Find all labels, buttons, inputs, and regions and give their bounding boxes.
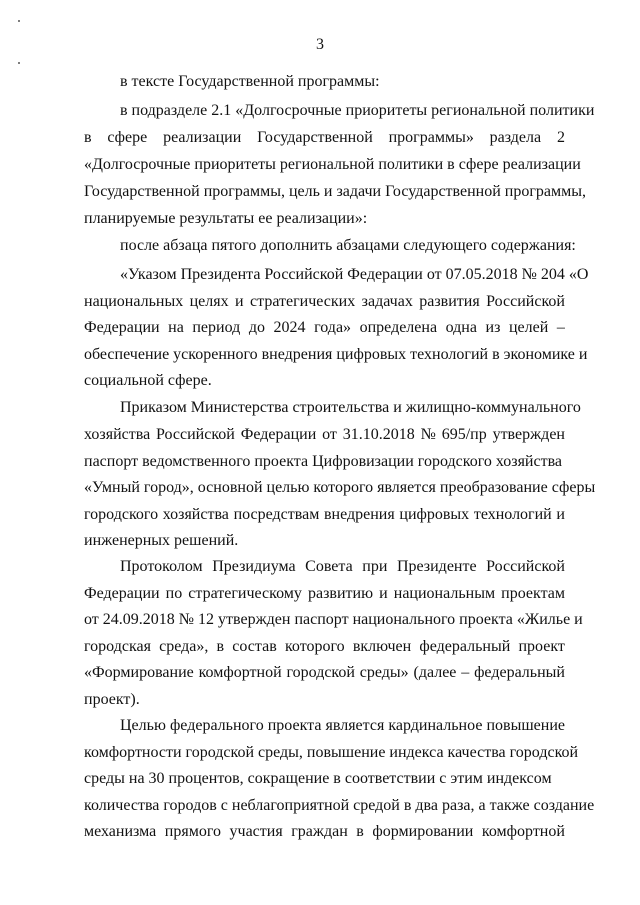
text-line: в тексте Государственной программы: (120, 73, 380, 90)
word: является (325, 717, 385, 734)
word: которого (284, 638, 345, 655)
text-line: комфортности городской среды, повышение индекса качества городской (84, 744, 579, 761)
word: стратегическому (188, 585, 302, 602)
word: по (165, 585, 183, 602)
word: 31.10.2018 (342, 426, 415, 443)
word: внедрения (323, 506, 395, 523)
word: реализации (163, 129, 242, 146)
word: от (322, 426, 337, 443)
word: 2024 (273, 319, 306, 336)
text-line: проект). (84, 691, 140, 708)
word: развития (419, 293, 480, 310)
word: федеральный (419, 638, 511, 655)
word: развитию (307, 585, 374, 602)
word: цифровых (399, 506, 470, 523)
text-line: среды на 30 процентов, сокращение в соответствии с этим индексом (84, 770, 552, 787)
word: в (356, 823, 364, 840)
text-line (84, 584, 565, 604)
word: Федерации (84, 319, 160, 336)
text-line: от 24.09.2018 № 12 утвержден паспорт национального проекта «Жилье и (84, 611, 583, 628)
word: из (485, 319, 501, 336)
word: на (168, 319, 184, 336)
word: при (362, 558, 388, 575)
word: Российской (156, 426, 235, 443)
word: национальных (84, 293, 184, 310)
word: – (461, 664, 470, 681)
word: программы» (388, 129, 474, 146)
text-line (120, 716, 565, 736)
word: и (379, 585, 388, 602)
text-line (84, 318, 565, 338)
word: среды» (359, 664, 409, 681)
word: Президенте (396, 558, 477, 575)
word: граждан (291, 823, 348, 840)
word: в (84, 129, 92, 146)
word: федерального (169, 717, 264, 734)
word: национальным (393, 585, 496, 602)
word: 695/пр (441, 426, 487, 443)
word: и (556, 506, 565, 523)
text-line (84, 663, 565, 683)
word: Президиума (212, 558, 296, 575)
word: Российской (486, 293, 565, 310)
scan-speck (18, 62, 20, 64)
word: комфортной (481, 823, 565, 840)
text-line (84, 128, 565, 148)
text-line: «Долгосрочные приоритеты региональной политики в сфере реализации (84, 156, 581, 173)
word: проекта (267, 717, 322, 734)
word: проект (518, 638, 565, 655)
text-line (84, 292, 565, 312)
word: посредствам (233, 506, 320, 523)
word: целях (189, 293, 229, 310)
scan-speck (18, 20, 20, 22)
text-line: после абзаца пятого дополнить абзацами следующего содержания: (120, 237, 576, 254)
word: Протоколом (120, 558, 203, 575)
text-line (84, 505, 565, 525)
text-line (84, 425, 565, 445)
word: повышение (486, 717, 565, 734)
word: включен (352, 638, 412, 655)
word: городского (84, 506, 159, 523)
word: № (420, 426, 436, 443)
text-line: «Указом Президента Российской Федерации от 07.05.2018 № 204 «О (120, 266, 589, 283)
word: проектам (501, 585, 565, 602)
word: механизма (84, 823, 157, 840)
text-line (84, 822, 565, 842)
word: городская (84, 638, 151, 655)
word: комфортной (198, 664, 282, 681)
word: формировании (372, 823, 474, 840)
text-line: планируемые результаты ее реализации»: (84, 210, 368, 227)
text-line: паспорт ведомственного проекта Цифровизации городского хозяйства (84, 453, 563, 470)
word: хозяйства (84, 426, 151, 443)
text-line: обеспечение ускоренного внедрения цифровых технологий в экономике и (84, 346, 588, 363)
word: состав (232, 638, 277, 655)
text-line: Приказом Министерства строительства и жилищно-коммунального (120, 399, 581, 416)
text-line: социальной сфере. (84, 372, 212, 389)
word: и (235, 293, 244, 310)
text-line: Государственной программы, цель и задачи Государственной программы, (84, 183, 587, 200)
word: сфере (107, 129, 148, 146)
word: Федерации (84, 585, 160, 602)
word: утвержден (492, 426, 565, 443)
page-number: 3 (316, 36, 324, 53)
text-line (120, 557, 565, 577)
word: период (192, 319, 241, 336)
word: 2 (556, 129, 565, 146)
word: до (248, 319, 265, 336)
word: федеральный (474, 664, 565, 681)
word: Целью (120, 717, 166, 734)
word: участия (229, 823, 283, 840)
word: раздела (489, 129, 542, 146)
word: прямого (164, 823, 221, 840)
word: Российской (486, 558, 565, 575)
word: определена (359, 319, 438, 336)
text-line: в подразделе 2.1 «Долгосрочные приоритеты региональной политики (120, 102, 595, 119)
word: в (216, 638, 225, 655)
word: стратегических (250, 293, 356, 310)
text-line: инженерных решений. (84, 532, 239, 549)
word: городской (286, 664, 355, 681)
text-line (84, 637, 565, 657)
word: хозяйства (162, 506, 229, 523)
word: целей (508, 319, 549, 336)
text-line: количества городов с неблагоприятной средой в два раза, а также создание (84, 797, 595, 814)
word: Государственной (257, 129, 373, 146)
word: года» (314, 319, 352, 336)
word: Федерации (240, 426, 317, 443)
word: технологий (473, 506, 552, 523)
word: одна (445, 319, 477, 336)
word: – (556, 319, 565, 336)
word: задачах (361, 293, 413, 310)
word: кардинальное (388, 717, 483, 734)
word: (далее (413, 664, 457, 681)
word: Совета (305, 558, 353, 575)
text-line: «Умный город», основной целью которого является преобразование сферы (84, 479, 596, 496)
word: «Формирование (84, 664, 194, 681)
word: среда», (159, 638, 209, 655)
